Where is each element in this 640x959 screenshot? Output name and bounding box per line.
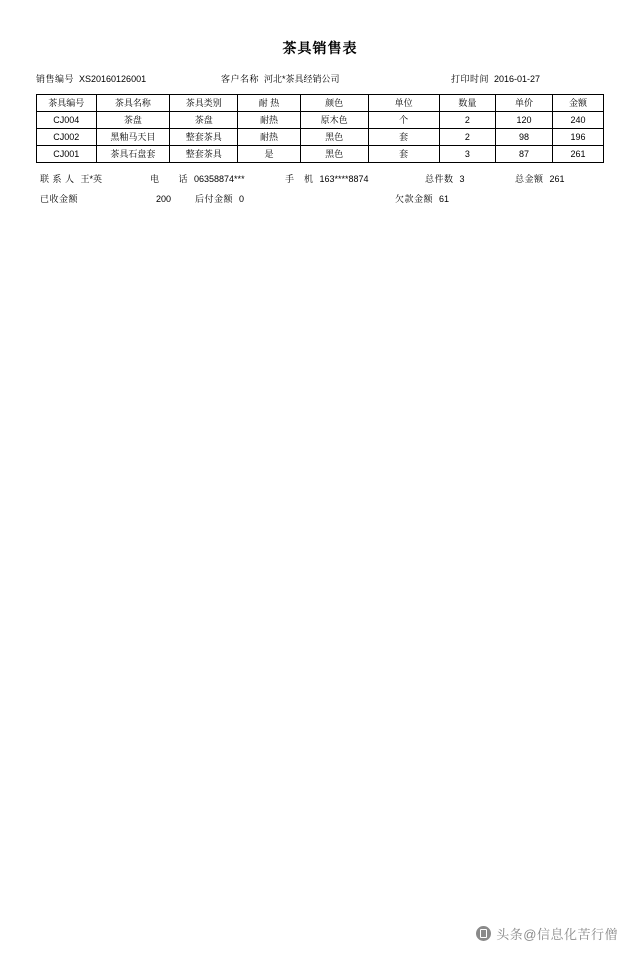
footer-total-items-label: 总件数	[425, 174, 454, 184]
meta-customer-name	[221, 72, 451, 85]
cell-name: 黑釉马天目	[96, 129, 170, 146]
footer-mobile-label: 手 机	[285, 174, 314, 184]
meta-print-time-label: 打印时间	[451, 74, 490, 84]
cell-color: 黑色	[300, 146, 368, 163]
footer-telephone	[150, 172, 285, 185]
toutiao-logo-icon	[476, 926, 491, 941]
cell-code: CJ001	[37, 146, 97, 163]
cell-quantity: 2	[439, 129, 496, 146]
cell-category: 茶盘	[170, 112, 238, 129]
cell-quantity: 3	[439, 146, 496, 163]
footer-outstanding-amount-label: 欠款金额	[395, 194, 434, 204]
footer-contact-person-value: 王*英	[80, 174, 103, 184]
cell-heat-resistant: 耐热	[238, 129, 300, 146]
meta-print-time-value: 2016-01-27	[494, 74, 541, 84]
cell-code: CJ004	[37, 112, 97, 129]
column-header-amount: 金额	[552, 95, 603, 112]
document-page	[0, 38, 640, 959]
footer-total-amount-label: 总金额	[515, 174, 544, 184]
footer-received-amount-label: 已收金额	[40, 194, 79, 204]
footer-total-items-value: 3	[459, 174, 465, 184]
cell-unit-price: 120	[496, 112, 553, 129]
cell-name: 茶具石盘套	[96, 146, 170, 163]
page-title: 茶具销售表	[282, 40, 358, 56]
meta-sales-number-label: 销售编号	[36, 74, 75, 84]
column-header-unit-price: 单价	[496, 95, 553, 112]
cell-amount: 196	[552, 129, 603, 146]
column-header-unit: 单位	[368, 95, 439, 112]
footer-total-amount-value: 261	[549, 174, 565, 184]
table-row	[37, 112, 604, 129]
cell-name: 茶盘	[96, 112, 170, 129]
footer-contact-person-label: 联 系 人	[40, 174, 75, 184]
column-header-heat-resistant: 耐 热	[238, 95, 300, 112]
meta-customer-name-value: 河北*茶具经销公司	[264, 74, 340, 84]
cell-category: 整套茶具	[170, 146, 238, 163]
cell-heat-resistant: 耐热	[238, 112, 300, 129]
footer-deferred-amount-value: 0	[239, 194, 245, 204]
footer-contact-person	[40, 172, 150, 185]
cell-color: 原木色	[300, 112, 368, 129]
footer-line-contact	[40, 172, 600, 185]
sales-table	[36, 94, 604, 163]
cell-heat-resistant: 是	[238, 146, 300, 163]
document-footer	[40, 172, 600, 205]
cell-unit: 套	[368, 129, 439, 146]
column-header-name: 茶具名称	[96, 95, 170, 112]
cell-unit-price: 87	[496, 146, 553, 163]
cell-category: 整套茶具	[170, 129, 238, 146]
cell-unit-price: 98	[496, 129, 553, 146]
footer-outstanding-amount	[395, 192, 600, 205]
footer-telephone-label: 电 话	[150, 174, 189, 184]
table-row	[37, 129, 604, 146]
footer-mobile	[285, 172, 425, 185]
footer-received-amount-value: 200	[156, 194, 172, 204]
cell-color: 黑色	[300, 129, 368, 146]
footer-telephone-value: 06358874***	[194, 174, 245, 184]
meta-sales-number-value: XS20160126001	[79, 74, 147, 84]
meta-print-time	[451, 72, 604, 85]
table-header-row	[37, 95, 604, 112]
footer-line-payment	[40, 192, 600, 205]
cell-quantity: 2	[439, 112, 496, 129]
footer-total-items	[425, 172, 515, 185]
column-header-color: 颜色	[300, 95, 368, 112]
footer-mobile-value: 163****8874	[319, 174, 369, 184]
footer-deferred-amount-label: 后付金额	[195, 194, 234, 204]
footer-deferred-amount	[150, 192, 395, 205]
column-header-category: 茶具类别	[170, 95, 238, 112]
column-header-quantity: 数量	[439, 95, 496, 112]
cell-unit: 套	[368, 146, 439, 163]
footer-outstanding-amount-value: 61	[439, 194, 450, 204]
document-meta	[36, 72, 604, 85]
cell-code: CJ002	[37, 129, 97, 146]
footer-received-amount	[40, 192, 150, 205]
meta-sales-number	[36, 72, 221, 85]
table-row	[37, 146, 604, 163]
watermark	[476, 924, 618, 943]
cell-amount: 240	[552, 112, 603, 129]
meta-customer-name-label: 客户名称	[221, 74, 260, 84]
watermark-text: 头条@信息化苦行僧	[496, 927, 618, 942]
column-header-code: 茶具编号	[37, 95, 97, 112]
cell-unit: 个	[368, 112, 439, 129]
cell-amount: 261	[552, 146, 603, 163]
footer-total-amount	[515, 172, 600, 185]
